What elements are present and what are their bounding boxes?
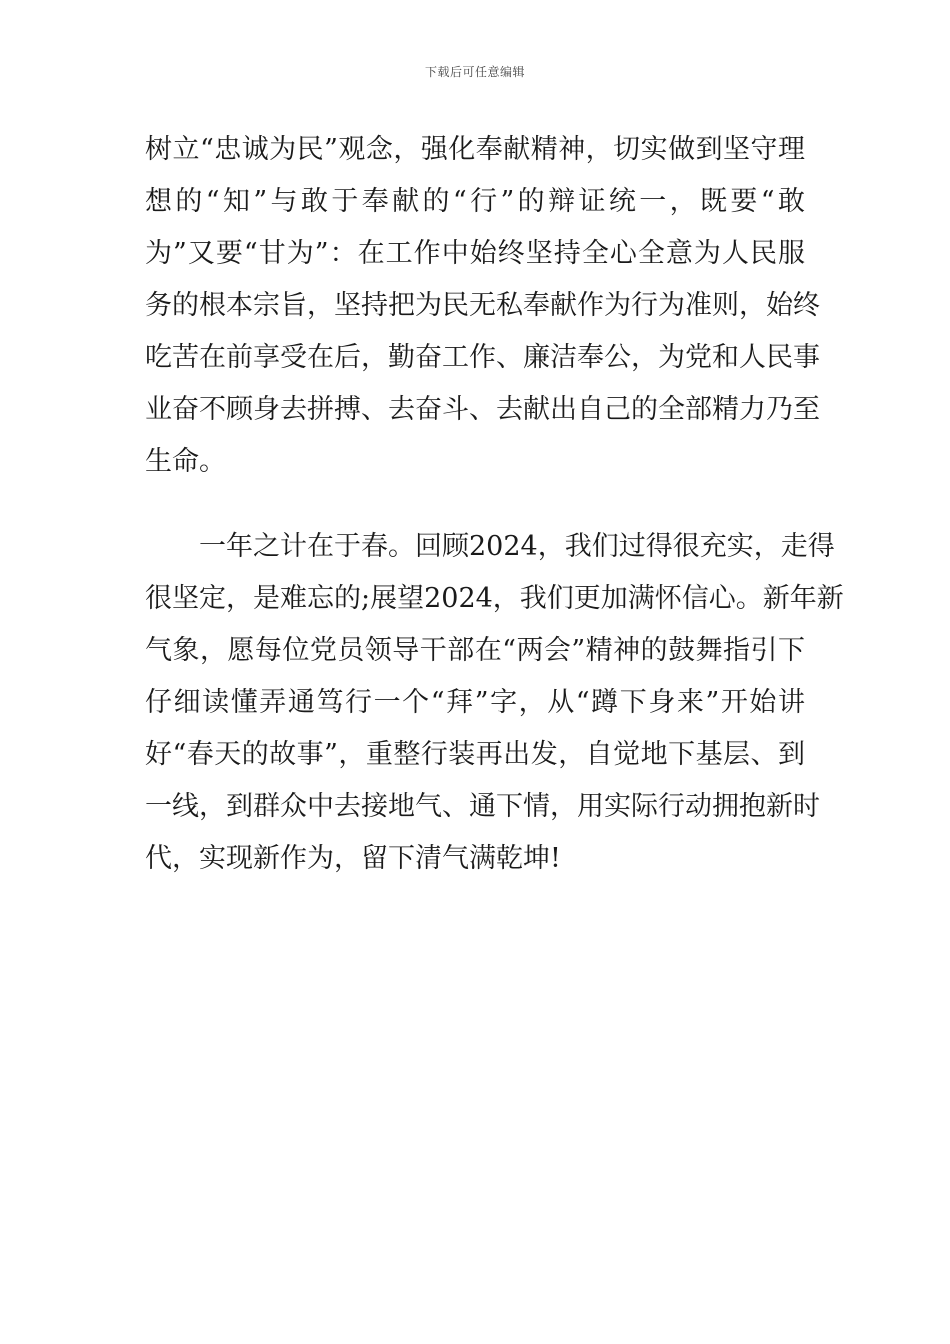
text-line: 为”又要“甘为”：在工作中始终坚持全心全意为人民服 — [145, 238, 805, 269]
paragraph-1 — [145, 124, 820, 488]
text-line: 气象，愿每位党员领导干部在“两会”精神的鼓舞指引下 — [145, 635, 805, 666]
text-line: 一年之计在于春。回顾2024，我们过得很充实，走得 — [199, 531, 835, 562]
text-line: 一线，到群众中去接地气、通下情，用实际行动拥抱新时 — [145, 791, 820, 822]
text-line: 代，实现新作为，留下清气满乾坤! — [145, 843, 561, 874]
paragraph-2 — [145, 521, 844, 885]
text-line: 业奋不顾身去拼搏、去奋斗、去献出自己的全部精力乃至 — [145, 394, 820, 425]
text-line: 务的根本宗旨，坚持把为民无私奉献作为行为准则，始终 — [145, 290, 820, 321]
text-line: 仔细读懂弄通笃行一个“拜”字，从“蹲下身来”开始讲 — [145, 687, 805, 718]
text-line: 好“春天的故事”，重整行装再出发，自觉地下基层、到 — [145, 739, 805, 770]
text-line: 很坚定，是难忘的;展望2024，我们更加满怀信心。新年新 — [145, 583, 844, 614]
page-header-note: 下载后可任意编辑 — [424, 65, 525, 79]
text-line: 想的“知”与敢于奉献的“行”的辩证统一，既要“敢 — [145, 186, 805, 217]
text-line: 树立“忠诚为民”观念，强化奉献精神，切实做到坚守理 — [145, 134, 805, 165]
text-line: 生命。 — [145, 446, 226, 477]
text-line: 吃苦在前享受在后，勤奋工作、廉洁奉公，为党和人民事 — [145, 342, 820, 373]
